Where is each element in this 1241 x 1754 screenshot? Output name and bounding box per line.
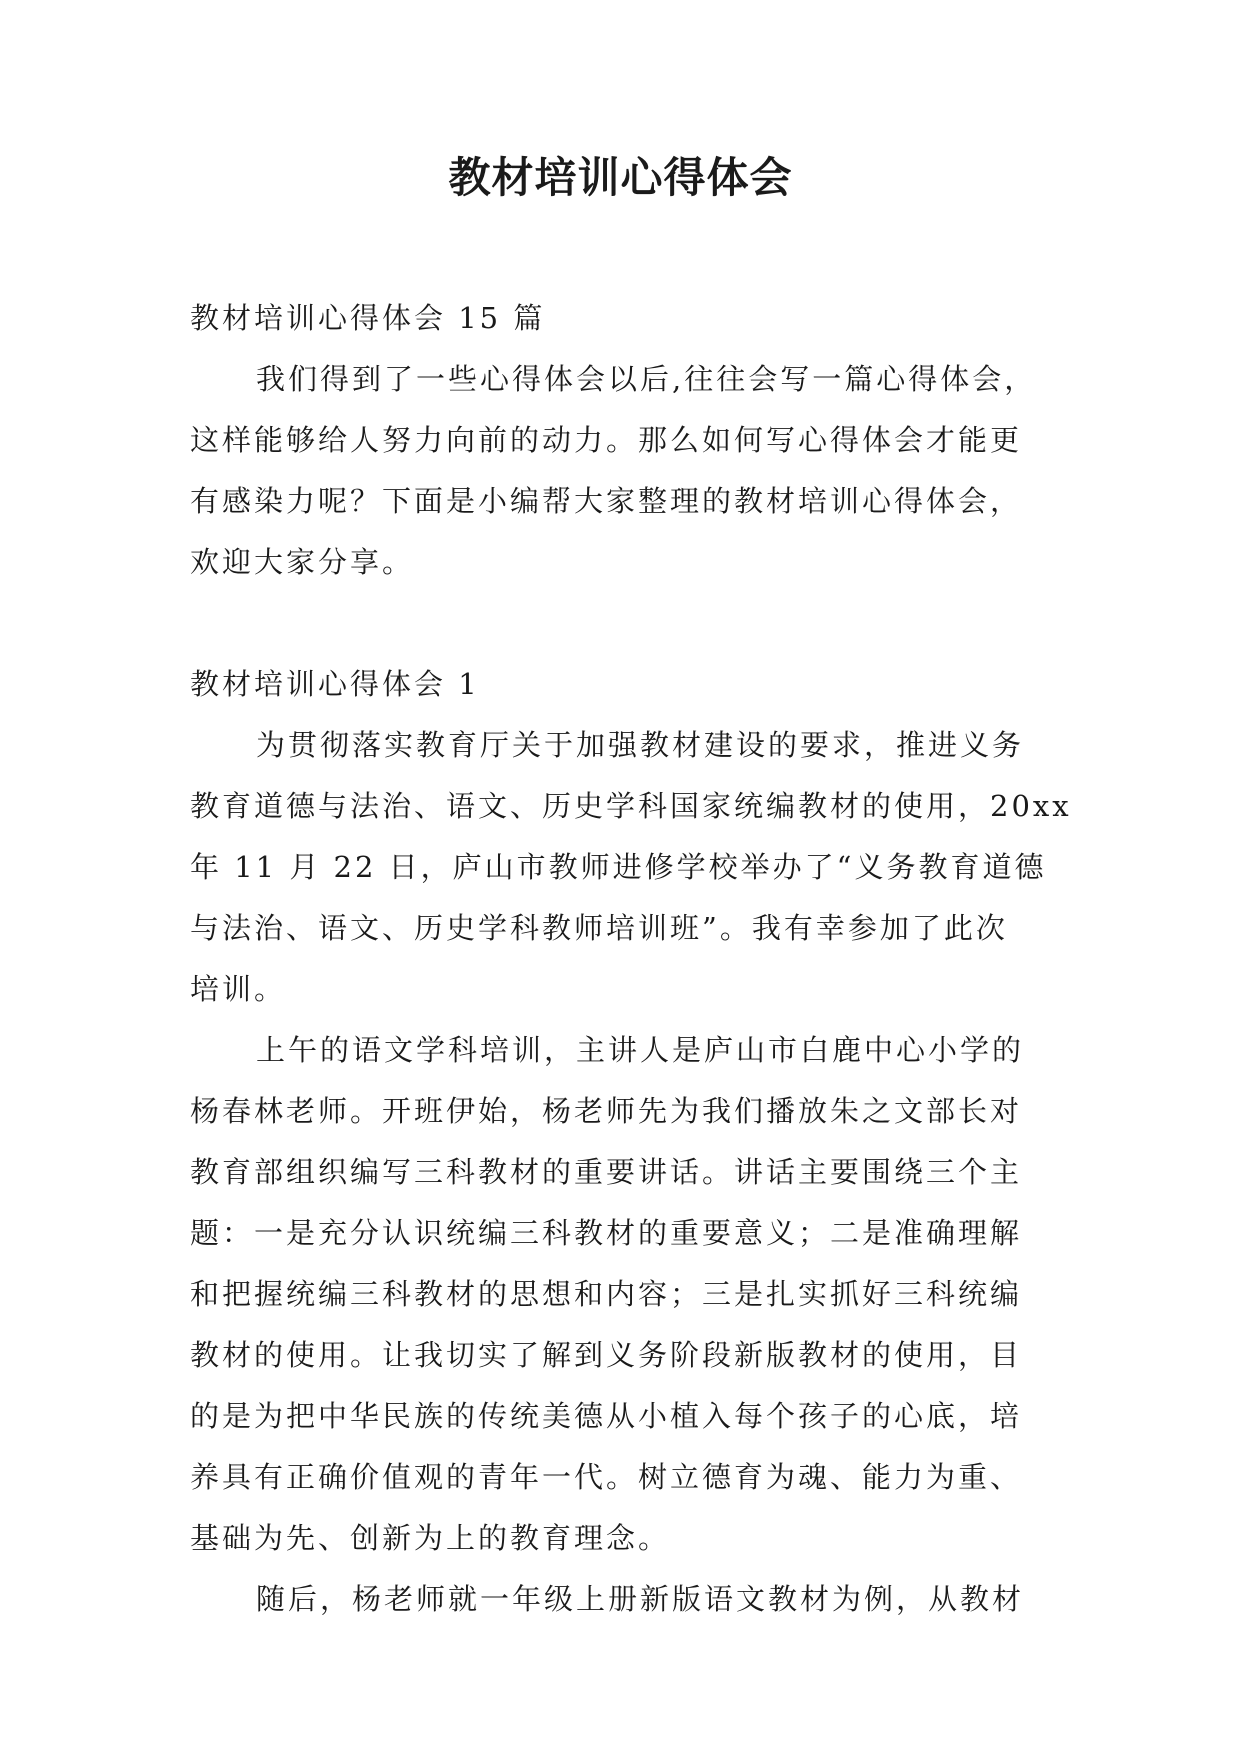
paragraph-line: 杨春林老师。开班伊始，杨老师先为我们播放朱之文部长对 <box>190 1094 1023 1128</box>
paragraph-line: 为贯彻落实教育厅关于加强教材建设的要求，推进义务 <box>256 728 1025 762</box>
paragraph-line: 和把握统编三科教材的思想和内容；三是扎实抓好三科统编 <box>190 1277 1023 1311</box>
paragraph-line: 上午的语文学科培训，主讲人是庐山市白鹿中心小学的 <box>256 1033 1025 1067</box>
intro-line: 有感染力呢？下面是小编帮大家整理的教材培训心得体会， <box>190 484 1023 518</box>
intro-line: 这样能够给人努力向前的动力。那么如何写心得体会才能更 <box>190 423 1023 457</box>
document-body <box>190 288 1072 1630</box>
paragraph-line: 的是为把中华民族的传统美德从小植入每个孩子的心底，培 <box>190 1399 1023 1433</box>
paragraph-line: 年 11 月 22 日，庐山市教师进修学校举办了“义务教育道德 <box>190 850 1047 884</box>
section-heading: 教材培训心得体会 1 <box>190 667 480 701</box>
paragraph-line: 养具有正确价值观的青年一代。树立德育为魂、能力为重、 <box>190 1460 1023 1494</box>
paragraph-line: 教材的使用。让我切实了解到义务阶段新版教材的使用，目 <box>190 1338 1023 1372</box>
paragraph-line: 题：一是充分认识统编三科教材的重要意义；二是准确理解 <box>190 1216 1023 1250</box>
paragraph-line: 培训。 <box>190 972 287 1006</box>
series-heading: 教材培训心得体会 15 篇 <box>190 301 546 335</box>
intro-line: 欢迎大家分享。 <box>190 545 415 579</box>
paragraph-line: 与法治、语文、历史学科教师培训班”。我有幸参加了此次 <box>190 911 1008 945</box>
spacer <box>190 593 1066 654</box>
paragraph-line: 教育道德与法治、语文、历史学科国家统编教材的使用，20xx <box>190 789 1072 823</box>
document-title: 教材培训心得体会 <box>448 153 793 202</box>
paragraph-line: 随后，杨老师就一年级上册新版语文教材为例，从教材 <box>256 1582 1025 1616</box>
paragraph-line: 基础为先、创新为上的教育理念。 <box>190 1521 671 1555</box>
paragraph-line: 教育部组织编写三科教材的重要讲话。讲话主要围绕三个主 <box>190 1155 1023 1189</box>
intro-line: 我们得到了一些心得体会以后,往往会写一篇心得体会， <box>256 362 1037 396</box>
